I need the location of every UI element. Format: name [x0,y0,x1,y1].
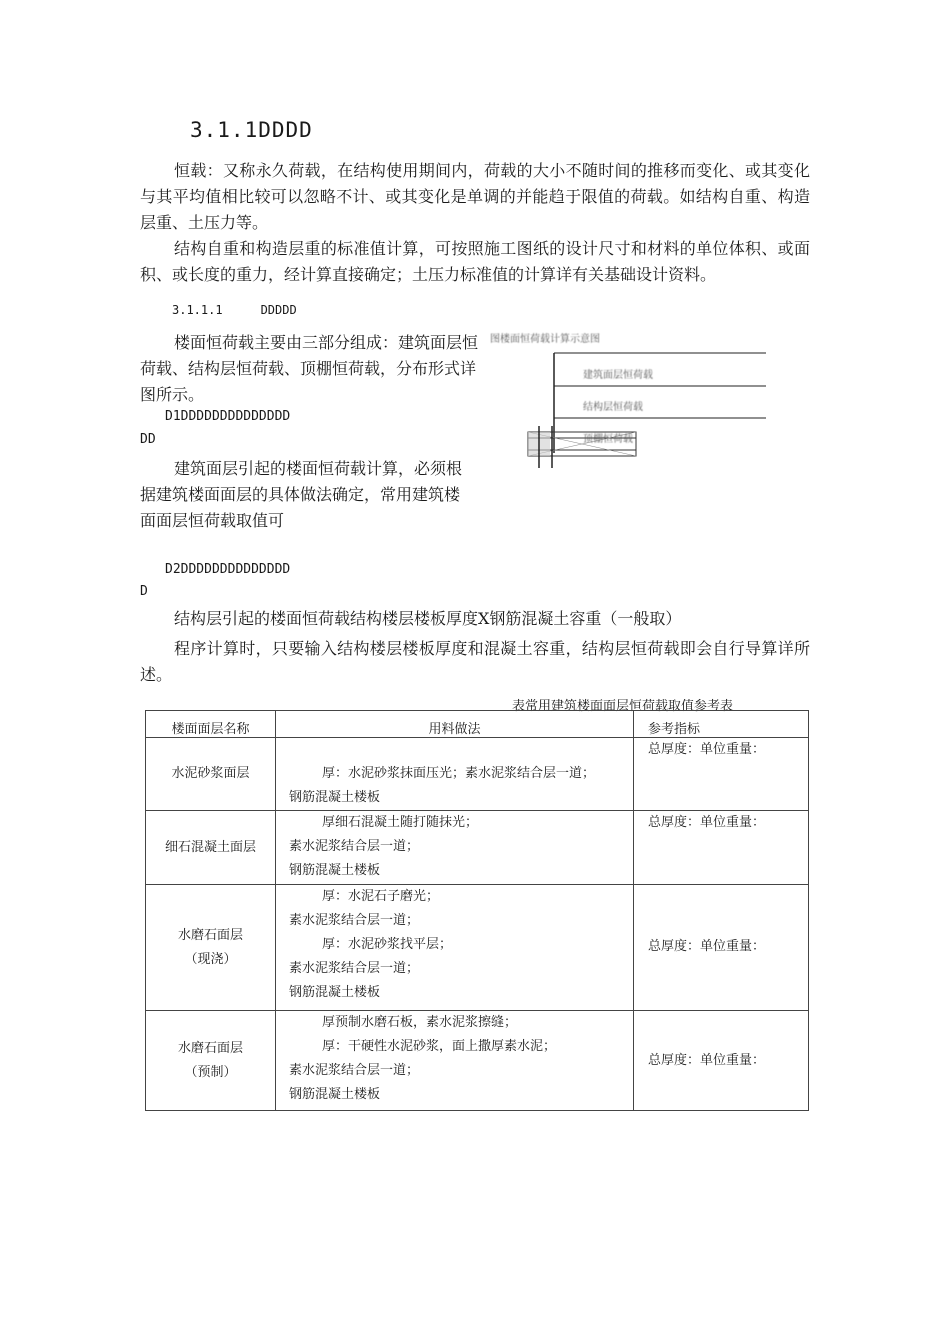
intro-paragraph-1: 恒载：又称永久荷载，在结构使用期间内，荷载的大小不随时间的推移而变化、或其变化与其平均值相比较可以忽略不计、或其变化是单调的并能趋于限值的荷载。如结构自重、构造层重、土压力等。 [140,161,810,232]
method-lines [276,1011,633,1107]
method-line: 钢筋混凝土楼板 [289,985,381,1000]
method-line: 厚：水泥砂浆抹面压光；素水泥浆结合层一道； [322,766,596,781]
table-row [146,1011,809,1111]
layer-name-line: 水泥砂浆面层 [171,766,250,781]
cell-method [276,738,634,811]
layer-name-line: （现浇） [184,951,237,967]
floor-load-paragraph: 楼面恒荷载主要由三部分组成：建筑面层恒荷载、结构层恒荷载、顶棚恒荷载，分布形式详图所示。 [140,333,479,404]
cell-name [146,738,276,811]
figure-caption: 图楼面恒荷载计算示意图 [490,334,600,345]
method-line: 素水泥浆结合层一道； [289,961,420,976]
layer-name-line: 细石混凝土面层 [164,839,256,855]
header-metric: 参考指标 [634,711,809,738]
section-heading: 3.1.1DDDD [190,118,313,142]
floor-load-text [140,330,480,408]
floor-load-figure [488,328,778,478]
table-caption: 表常用建筑楼面面层恒荷载取值参考表 [512,699,734,714]
layer-name [146,762,275,786]
marker-2-tail: D [140,584,148,599]
method-line: 钢筋混凝土楼板 [289,1087,381,1102]
program-paragraph: 程序计算时，只要输入结构楼层楼板厚度和混凝土容重，结构层恒荷载即会自行导算详所述。 [140,639,810,684]
marker-1-tail: DD [140,432,156,447]
marker-1: D1DDDDDDDDDDDDDD [165,409,291,424]
intro-paragraph-2: 结构自重和构造层重的标准值计算，可按照施工图纸的设计尺寸和材料的单位体积、或面积、或长度的重力，经计算直接确定；土压力标准值的计算详有关基础设计资料。 [140,239,810,284]
layer-name-line: 水磨石面层 [177,1040,243,1056]
table-row [146,811,809,885]
cell-metric [634,885,809,1011]
cell-name [146,885,276,1011]
method-line: 素水泥浆结合层一道； [289,839,420,854]
method-line: 素水泥浆结合层一道； [289,1063,420,1078]
metric-text: 总厚度：单位重量： [648,742,766,757]
arch-load-text [140,456,470,534]
subsection-heading [172,303,297,317]
subsection-title: DDDDD [260,303,297,317]
figure-label-arch: 建筑面层恒荷载 [583,370,653,381]
metric-text: 总厚度：单位重量： [648,1053,766,1068]
method-line: 厚预制水磨石板，素水泥浆擦缝； [322,1015,518,1030]
method-line: 厚：干硬性水泥砂浆，面上撒厚素水泥； [322,1039,557,1054]
struct-block [140,606,810,688]
layer-name [146,924,275,972]
header-method: 用料做法 [276,711,634,738]
method-lines [276,811,633,883]
method-line: 厚：水泥石子磨光； [322,889,440,904]
cell-name [146,811,276,885]
cell-method [276,885,634,1011]
subsection-number: 3.1.1.1 [172,303,223,317]
method-lines [276,738,633,810]
table-row [146,885,809,1011]
metric-text: 总厚度：单位重量： [648,939,766,954]
cell-method [276,1011,634,1111]
method-line: 厚细石混凝土随打随抹光； [322,815,479,830]
method-line: 钢筋混凝土楼板 [289,863,381,878]
marker-2: D2DDDDDDDDDDDDDD [165,562,291,577]
cell-metric [634,1011,809,1111]
header-name: 楼面面层名称 [146,711,276,738]
figure-label-struct: 结构层恒荷载 [583,402,643,413]
method-lines [276,885,633,1005]
layer-name [146,1037,275,1085]
figure-label-ceiling: 顶棚恒荷载 [583,434,633,445]
metric-text: 总厚度：单位重量： [648,815,766,830]
layer-name-line: 水磨石面层 [177,927,243,943]
layer-name [146,836,275,860]
intro-block [140,158,810,288]
method-line [289,738,633,762]
reference-table [145,710,809,1111]
method-line: 素水泥浆结合层一道； [289,913,420,928]
cell-method [276,811,634,885]
struct-load-paragraph: 结构层引起的楼面恒荷载结构楼层楼板厚度X钢筋混凝土容重（一般取） [174,609,682,628]
layer-name-line: （预制） [184,1064,237,1080]
cell-metric [634,738,809,811]
table-row [146,738,809,811]
cell-metric [634,811,809,885]
method-line: 厚：水泥砂浆找平层； [322,937,453,952]
method-line: 钢筋混凝土楼板 [289,790,381,805]
cell-name [146,1011,276,1111]
arch-load-paragraph: 建筑面层引起的楼面恒荷载计算，必须根据建筑楼面面层的具体做法确定，常用建筑楼面面层恒荷载取值可 [140,459,463,530]
table-header-row [146,711,809,738]
